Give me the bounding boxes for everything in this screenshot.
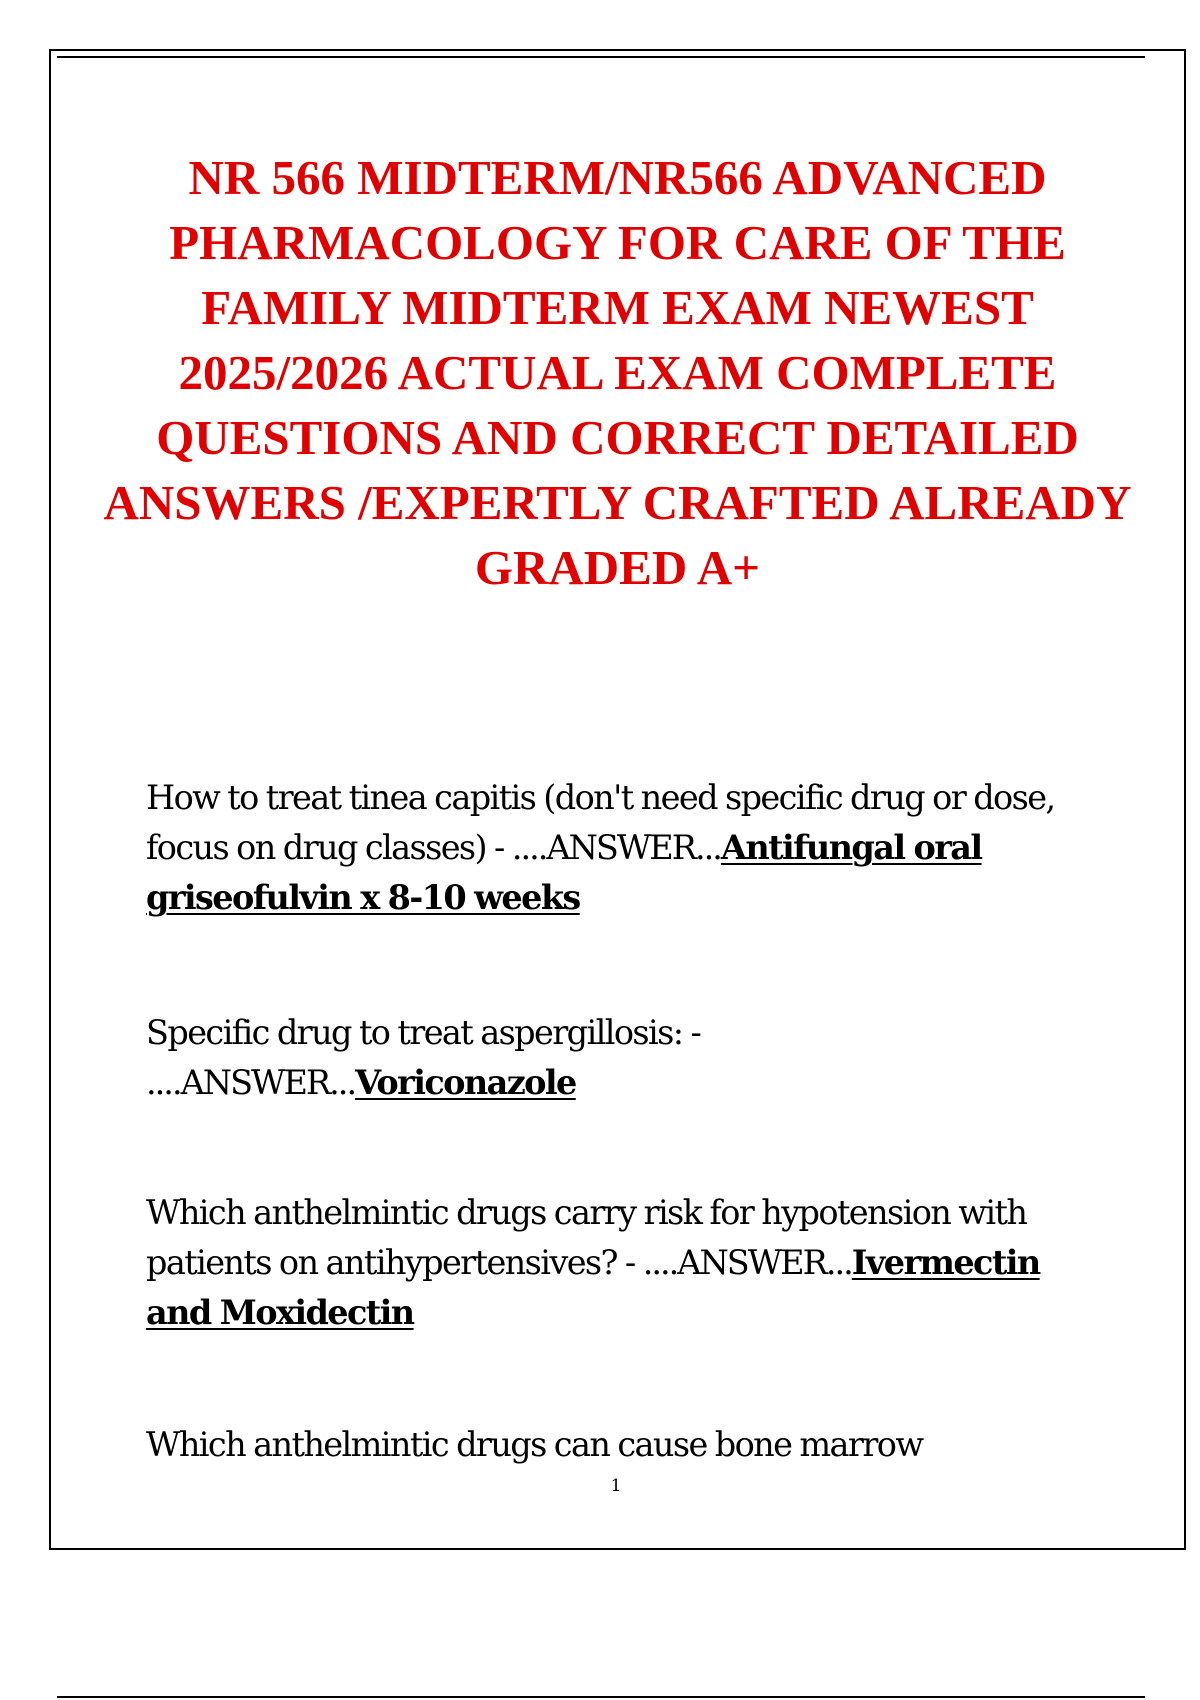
qa-item — [146, 1008, 1096, 1108]
qa-item — [146, 1420, 1096, 1470]
answer-text: Voriconazole — [355, 1063, 576, 1102]
answer-marker: ....ANSWER... — [511, 828, 721, 867]
answer-marker: ....ANSWER... — [642, 1243, 852, 1282]
answer-marker: ....ANSWER... — [146, 1063, 356, 1102]
answer-text: Antifungal oral griseofulvin x 8-10 weeks — [146, 828, 982, 917]
question-text: Which anthelmintic drugs can cause bone marrow — [146, 1425, 923, 1464]
qa-item — [146, 1188, 1096, 1338]
answer-text: Ivermectin and Moxidectin — [146, 1243, 1040, 1332]
question-text: Specific drug to treat aspergillosis: - — [146, 1013, 701, 1052]
header-rule — [57, 56, 1145, 58]
qa-item — [146, 773, 1096, 923]
next-page-header-rule — [57, 1696, 1145, 1698]
page-number: 1 — [610, 1476, 622, 1496]
question-text: How to treat tinea capitis (don't need specific drug or dose, focus on drug classes) - — [146, 778, 1055, 867]
question-text: Which anthelmintic drugs carry risk for hypotension with patients on antihypertensives? - — [146, 1193, 1027, 1282]
document-title: NR 566 MIDTERM/NR566 ADVANCED PHARMACOLOGY FOR CARE OF THE FAMILY MIDTERM EXAM NEWEST 2025/2026 ACTUAL EXAM COMPLETE QUESTIONS AND CORRECT DETAILED ANSWERS /EXPERTLY CRAFTED ALREADY GRADED A+ — [103, 150, 1132, 595]
